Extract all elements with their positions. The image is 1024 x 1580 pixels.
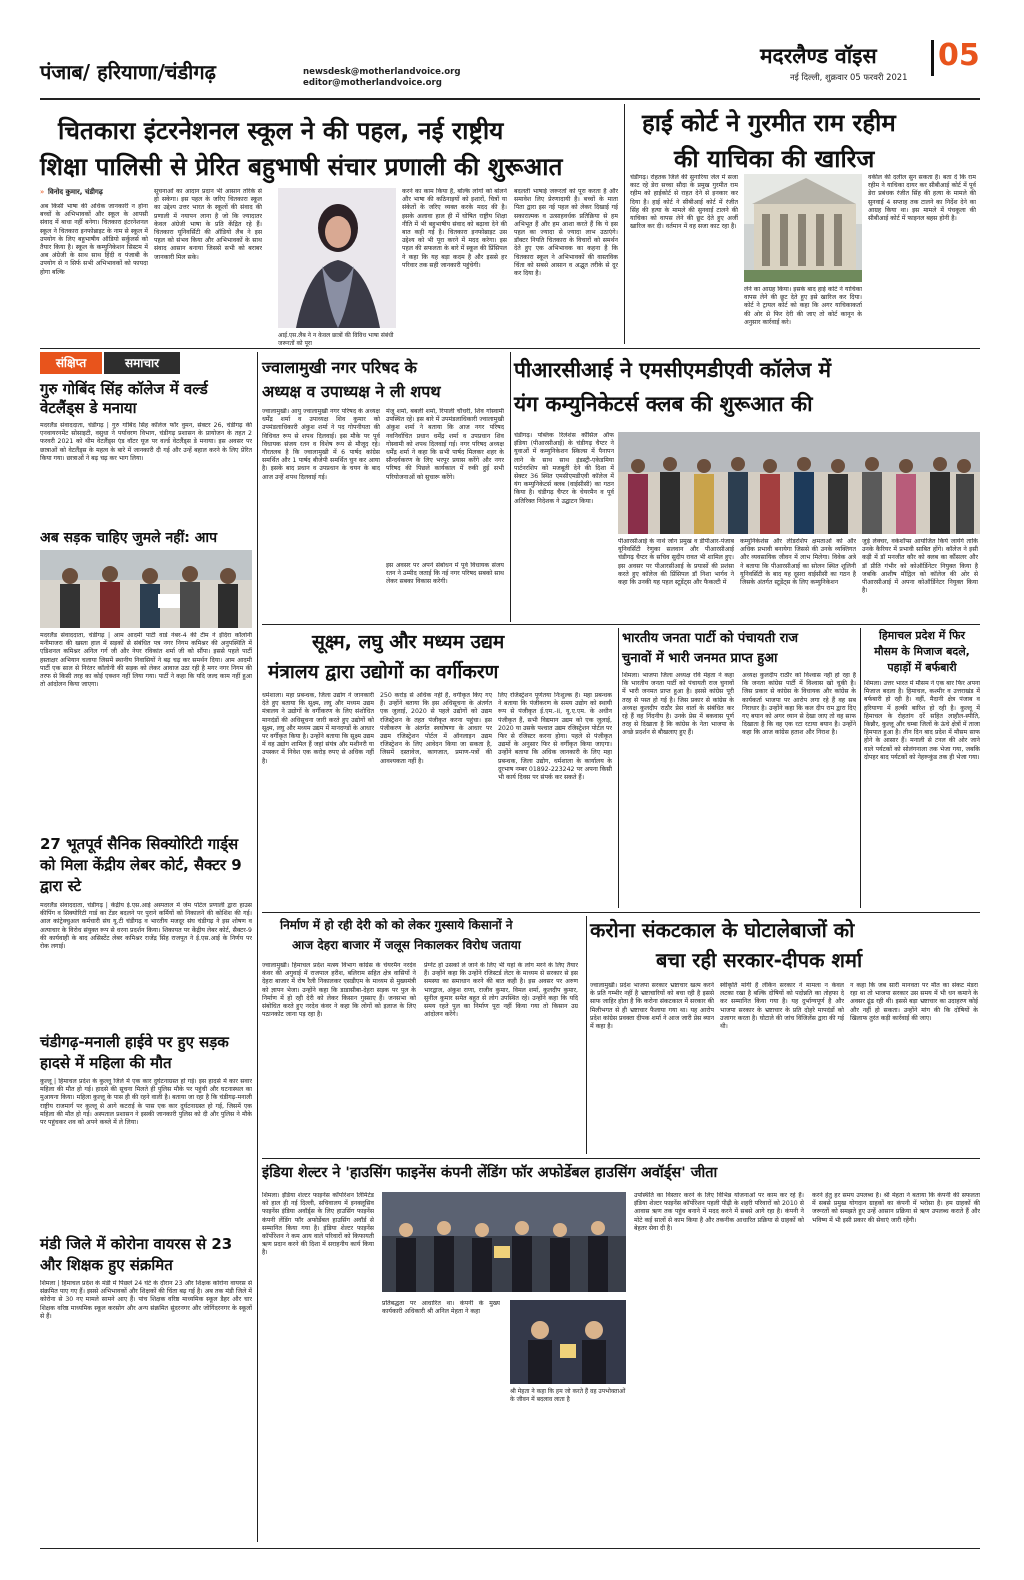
jw-headline-line1: ज्वालामुखी नगर परिषद के — [262, 358, 417, 377]
editor-email[interactable]: editor@motherlandvoice.org — [303, 78, 442, 88]
pr-photo — [618, 432, 980, 534]
india-col1: शिमला। इंडिया शेल्टर फाइनेंस कॉर्पोरेशन लिमिटेड को हाल ही नई दिल्ली, सचिवालय में इनक्लूसिव फाइनेंस इंडिया अवॉर्ड्स के लिए हाउसिंग फाइनेंस कंपनी लेंडिंग फॉर अफोर्डेबल हाउसिंग अवॉर्ड से सम्मानित किया गया है। इंडिया शेल्टर फाइनेंस कॉर्पोरेशन ने कम आय वाले परिवारों को किफायती ऋण प्रदान करने की दिशा में सराहनीय कार्य किया है। — [262, 1192, 374, 1257]
india-col2: उपस्थिति का विस्तार करने के लिए विभिन्न योजनाओं पर काम कर रहे हैं। इंडिया शेल्टर फाइनेंस कॉर्पोरेशन पहली पीढ़ी के शहरी परिवारों को 2010 से आवास ऋण तक पहुंच बनाने में मदद करने में सबसे आगे रहा है। कंपनी ने मोटे कई सालों से काम किया है और तकनीक आधारित प्रक्रिया से ग्राहकों को बेहतर सेवा दी है। — [634, 1192, 804, 1232]
jw-headline-line2: अध्यक्ष व उपाध्यक्ष ने ली शपथ — [262, 382, 441, 401]
pr-headline-line1: पीआरसीआई ने एमसीएमडीएवी कॉलेज में — [514, 358, 832, 382]
header-rule — [40, 98, 980, 100]
briefs-column — [40, 352, 252, 1542]
award-ceremony-icon — [510, 1300, 626, 1384]
corona-col3: न कहा कि जब सारी मानवता पर मौत का संकट मंडरा रहा था तो भाजपा सरकार उस समय में भी धन कमाने के अवसर ढूंढ रही थी। इससे बड़ा भ्रष्टाचार का उदाहरण कोई और नहीं हो सकता। उन्होंने मांग की कि दोषियों के खिलाफ तुरंत कड़ी कार्रवाई की जाए। — [850, 982, 978, 1022]
msme-headline-line1: सूक्ष्म, लघु और मध्यम उद्यम — [312, 631, 505, 653]
bjp-col1: शिमला। भाजपा जिला अध्यक्ष रवि मेहता ने कहा कि भारतीय जनता पार्टी को पंचायती राज चुनावों में भारी जनमत प्राप्त हुआ है। इससे कांग्रेस पूरी तरह से पस्त हो गई है। जिस प्रकार से कांग्रेस के अध्यक्ष कुलदीप राठौर प्रेस वार्ता के संबंधित कर रहे हैं वह निंदनीय है। उनके प्रेस में बकवास पूर्ण तरह से दिखाता है कि कांग्रेस के नेता भाजपा के अच्छे प्रदर्शन से बौखलाए हुए हैं। — [622, 672, 734, 737]
india-col3: करने हेतु हर समय उपलब्ध है। श्री मेहता ने बताया कि कंपनी की सफलता में सबसे प्रमुख योगदान ग्राहकों का कंपनी में भरोसा है। हम ग्राहकों की जरूरतों को समझते हुए उन्हें आसान प्रक्रिया से ऋण उपलब्ध कराते हैं और भविष्य में भी इसी प्रकार की सेवाएं जारी रहेंगी। — [812, 1192, 980, 1224]
rule-mid3 — [262, 1158, 980, 1159]
brief5-text: शिमला | हिमाचल प्रदेश के मंडी में पिछले 24 घंटे के दौरान 23 और शिक्षक कोरोना वायरस से संक्रमित पाए गए हैं। इससे अभिभावकों और शिक्षकों की चिंता बढ़ गई है। अब तक मंडी जिले में कोरोना से 30 नए मामले सामने आए हैं। पांच शिक्षक वरिष्ठ माध्यमिक स्कूल डैहर और चार शिक्षक वरिष्ठ माध्यमिक स्कूल करसोग और अन्य संक्रमित सुंदरनगर और जोगिंदरनगर के स्कूलों से हैं। — [40, 1280, 252, 1320]
byline-arrow-icon: » — [40, 188, 45, 196]
lead-byline: विनोद कुमार, चंडीगढ़ — [48, 188, 103, 196]
hc-headline-line1: हाई कोर्ट ने गुरमीत राम रहीम — [642, 109, 896, 137]
pr-col1: चंडीगढ़। पब्लिक रिलेशंस कौंसिल ऑफ इंडिया (पीआरसीआई) के चंडीगढ़ चैप्टर ने युवाओं में कम्युनिकेशन स्किल्स में पैनापन लाने के साथ साथ इंडस्ट्री-एकेडमिया पार्टनरशिप को मजबूती देने की दिशा में सेक्टर 36 स्थित एमसीएमडीएवी कॉलेज में यंग कम्युनिकेटर्स क्लब (वाईसीसी) का गठन किया है। चंडीगढ़ चैप्टर के चेयरमैन व पूर्व अतिरिक्त निदेशक ने उद्घाटन किया। — [514, 432, 614, 505]
lead-headline-line2: शिक्षा पालिसी से प्रेरित बहुभाषी संचार प्रणाली की शुरूआत — [40, 152, 563, 181]
msme-col3: लिए रजिस्ट्रेशन पूर्णतया निःशुल्क है। महा प्रबन्धक ने बताया कि पंजीकरण के समय उद्योग को स्थायी रूप से पंजीकृत ई.एम.-II, यू.ए.एम. के अधीन पंजीकृत हैं, सभी विद्यमान उद्यम को एक जुलाई, 2020 या उसके पश्चात उद्यम रजिस्ट्रेशन पोर्टल पर फिर से रजिस्टर करना होगा। पहले से पंजीकृत उद्यमों के अनुसार फिर से वर्गीकृत किया जाएगा। उन्होंने बताया कि अधिक जानकारी के लिए महा प्रबन्धक, जिला उद्योग, धर्मशाला के कार्यालय के दूरभाष नम्बर 01892-223242 पर अपना किसी भी कार्य दिवस पर संपर्क कर सकते हैं। — [498, 692, 612, 782]
hp-story — [864, 628, 980, 908]
jw-story — [262, 356, 508, 618]
group-meeting-icon — [40, 550, 252, 628]
hp-headline-line1: हिमाचल प्रदेश में फिर — [878, 629, 966, 642]
briefs-label — [40, 352, 180, 374]
pr-col3: कम्युनिकेशंस और लीडरशिप क्षमताओं को और अधिक प्रभावी बनायेगा जिससे की उनके व्यक्तिगत और व्यवसायिक जीवन में लाभ मिलेगा। विवेक अत्रे ने बताया कि पीआरसीआई का सोलन स्थित शूलिनी यूनिवर्सिटी के बाद यह दूसरा वाईसीसी का गठन है जिसके अंतर्गत स्टूडेंट्स के लिए कम्युनिकेशन — [740, 538, 856, 587]
lead-photo — [278, 188, 396, 328]
corona-headline-line2: बचा रही सरकार-दीपक शर्मा — [656, 948, 863, 972]
lead-col4: बदलती भाषाई जरूरतों को पूरा करता है और समावेश लिए प्रेरणादायी है। बच्चों के माता पिता द्वारा इस नई पहल को लेकर दिखाई गई सकारात्मक व उत्साहवर्धक प्रतिक्रिया से हम अभिभूत हैं और हम आशा करते हैं कि ये इस पहल का ज्यादा से ज्यादा लाभ उठाएंगे। डॉक्टर नियति चितकारा के विचारों को समर्थन देते हुए एक अभिभावक का कहना है कि चितकारा स्कूल ने अभिभावकों की वास्तविक चिंता को सबसे आसान व अद्भुत तरीके से दूर कर दिया है। — [514, 188, 618, 278]
brief3-headline: 27 भूतपूर्व सैनिक सिक्योरिटी गार्ड्स को मिला केंद्रीय लेबर कोर्ट, सैक्टर 9 द्वारा स्टे — [40, 835, 242, 895]
brief4-text: कुल्लू | हिमाचल प्रदेश के कुल्लू जिले में एक कार दुर्घटनाग्रस्त हो गई। इस हादसे में कार सवार महिला की मौत हो गई। हादसे की सूचना मिलते ही पुलिस मौके पर पहुंची और घटनास्थल का मुआयना किया। महिला कुल्लू के पास ही की रहने वाली है। बताया जा रहा है कि चंडीगढ़-मनाली राष्ट्रीय राजमार्ग पर कुल्लू से आगे कटराई के पास एक कार दुर्घटनाग्रस्त हो गई, जिसमें एक महिला की मौत हो गई। अस्पताल प्रशासन ने इसकी जानकारी पुलिस को दी और पुलिस ने मौके पर पहुंचकर शव को अपने कब्जे में ले लिया। — [40, 1078, 252, 1127]
bjp-headline-line2: चुनावों में भारी जनमत प्राप्त हुआ — [622, 651, 778, 666]
vertical-divider-msme — [618, 628, 619, 908]
hc-col2: लेने का आग्रह किया। इसके बाद हाई कोर्ट ने याचिका वापस लेने की छूट देते हुए इसे खारिज कर दिया। कोर्ट ने ट्रायल कोर्ट को कहा कि अगर याचिकाकर्ता की ओर से फिर देरी की जाए तो कोर्ट कानून के अनुसार कार्रवाई करे। — [744, 286, 862, 326]
kisan-headline-line2: आज देहरा बाजार में जलूस निकालकर विरोध जताया — [292, 938, 521, 952]
dateline: नई दिल्ली, शुक्रवार 05 फरवरी 2021 — [790, 72, 908, 82]
page-number-divider — [931, 40, 934, 76]
lead-headline-line1: चितकारा इंटरनेशनल स्कूल ने की पहल, नई राष्ट्रीय — [58, 116, 504, 145]
section-name: पंजाब/ हरियाणा/चंडीगढ़ — [40, 60, 216, 84]
msme-headline-line2: मंत्रालय द्वारा उद्योगों का वर्गीकरण — [268, 661, 499, 683]
corona-col1: ज्वालामुखी। प्रदेश भाजपा सरकार भ्रष्टाचार खत्म करने के प्रति गम्भीर नहीं है भ्रष्टाचारियों को बचा रही है इससे साफ जाहिर होता है कि करोना संकटकाल में सरकार की मिलीभगत से ही भ्रष्टाचार फैलाया गया था। यह आरोप प्रदेश कांग्रेस प्रवक्ता दीपक शर्मा ने आज जारी प्रेस ब्यान में कहा है। — [590, 982, 714, 1031]
masthead — [0, 0, 1024, 104]
vertical-divider-mid — [510, 352, 511, 622]
bjp-headline-line1: भारतीय जनता पार्टी को पंचायती राज — [622, 631, 799, 646]
newsdesk-email[interactable]: newsdesk@motherlandvoice.org — [303, 67, 461, 77]
footer-rule — [40, 1548, 980, 1549]
lead-photo-caption: आई.एस.लैब ने न केवल छात्रों की विविध भाषा संबंधी जरूरतों को पूरा — [278, 332, 394, 347]
group-photo-icon — [618, 432, 980, 534]
woman-portrait-icon — [278, 188, 396, 328]
briefs-label-part1: संक्षिप्त — [40, 352, 102, 374]
brand-name: मदरलैण्ड वॉइस — [760, 44, 877, 68]
award-ceremony-icon — [382, 1192, 626, 1292]
india-headline: इंडिया शेल्टर ने 'हाउसिंग फाइनेंस कंपनी लेंडिंग फॉर अफोर्डेबल हाउसिंग अवॉर्ड्स' जीता — [262, 1165, 718, 1181]
pr-headline-line2: यंग कम्युनिकेटर्स क्लब की शुरूआत की — [514, 392, 813, 416]
lead-story — [40, 108, 620, 353]
hp-headline-line2: मौसम के मिजाज बदले, — [874, 645, 970, 658]
rule-mid2 — [262, 912, 980, 913]
court-building-icon — [744, 174, 862, 282]
brief1-text: मदरलैंड संवाददाता, चंडीगढ़ | गुरु गोबिंद सिंह कॉलेज फॉर वुमन, सेक्टर 26, चंडीगढ़ की एनवायरनमेंट सोसाइटी, वसुधा ने पर्यावरण विभाग, चंडीगढ़ प्रशासन के प्रायोजन के तहत 2 फरवरी 2021 को थीम वेटलैंड्स एंड वॉटर यूज पर वर्ल्ड वेटलैंड्स डे मनाया। इस अवसर पर छात्राओं को वेटलैंड्स के महत्व के बारे में जानकारी दी गई और उन्हें बहाल करने के लिए प्रेरित किया गया। छात्राओं ने बढ़ चढ़ कर भाग लिया। — [40, 422, 252, 462]
india-caption2: प्रतिबद्धता पर आधारित था। कंपनी के मुख्य कार्यकारी अधिकारी श्री अनिल मेहता ने कहा — [382, 1300, 500, 1316]
vertical-divider-left — [257, 352, 258, 1542]
page-number: 05 — [938, 38, 980, 73]
hc-headline-line2: की याचिका की खारिज — [674, 145, 875, 173]
msme-col1: धर्मशाला। महा प्रबन्धक, जिला उद्योग ने जानकारी देते हुए बताया कि सूक्ष्म, लघु और मध्यम उद्यम मंत्रालय ने उद्योगों के वर्गीकरण के लिए संशोधित मानदंडों की अधिसूचना जारी करते हुए उद्योगों को सूक्ष्म, लघु और मध्यम उद्यम में मानदण्डों के आधार पर वर्गीकृत किया है। उन्होंने बताया कि सूक्ष्म उद्यम में वह उद्योग शामिल हैं जहां संयंत्र और मशीनरी या उपस्कर में निवेश एक करोड़ रुपए से अधिक नहीं है। — [262, 692, 374, 765]
msme-col2: 250 करोड़ से अधिक नहीं है, वर्गीकृत किए गए हैं। उन्होंने बताया कि इस अधिसूचना के अंतर्गत एक जुलाई, 2020 से पहले उद्योगों को उद्यम रजिस्ट्रेशन के तहत पंजीकृत करना पहुंचा। इस पंजीकरण के अंतर्गत स्वघोषणा के आधार पर उद्यम रजिस्ट्रेशन पोर्टल में ऑनलाइन उद्यम रजिस्ट्रेशन के लिए आवेदन किया जा सकता है, जिसमें दस्तावेज, कागजात, प्रमाण-पत्रों की आवश्यकता नहीं है। — [380, 692, 492, 765]
india-photo — [382, 1192, 626, 1292]
kisan-story — [262, 916, 580, 1154]
jw-col2: मंजू शर्मा, बबली शर्मा, रिपाली चौधरी, शिव गोस्वामी उपस्थित रहे। इस बारे में उपमंडलाधिकारी ज्वालामुखी अंकुश शर्मा ने बताया कि आज नगर परिषद नवनिर्वाचित प्रधान धर्मेंद्र शर्मा व उपप्रधान शिव गोस्वामी को शपथ दिलवाई गई। नगर परिषद अध्यक्ष धर्मेंद्र शर्मा ने कहा कि सभी पार्षद मिलकर शहर के सौन्दर्यकरण के लिए भरपूर प्रयास करेंगे और नगर परिषद की पिछले कार्यकाल में रुकी हुई सभी परियोजनाओं को सुचारू करेंगे। — [386, 408, 504, 481]
hc-col1: चंडीगढ़। रोहतक जिले की सुनारिया जेल में सजा काट रहे डेरा सच्चा सौदा के प्रमुख गुरमीत राम रहीम को हाईकोर्ट से राहत देने से इनकार कर दिया है। हाई कोर्ट ने सीबीआई कोर्ट में रंजीत सिंह की हत्या के मामले की सुनवाई टालने की याचिका को वापस लेने की छूट देते हुए अर्जी खारिज कर दी। वर्तमान में वह सजा काट रहा है। — [630, 174, 738, 231]
brief3-text: मदरलैंड संवाददाता, चंडीगढ़ | केंद्रीय ई.एस.आई अस्पताल में जेम पोर्टल प्रणाली द्वारा हाउस कीपिंग व सिक्योरिटी गार्ड का टेंडर बदलने पर पुराने कर्मियों को निकालने की कोशिश की गई। आल कांट्रेक्चुअल कर्मचारी संघ यू.टी चंडीगढ़ व भारतीय मजदूर संघ चंडीगढ़ ने इस शोषण व अत्याचार के विरोध संयुक्त रूप से धरना प्रदर्शन किया। शिकायत पर केंद्रीय लेबर कोर्ट, सैक्टर-9 की कार्यवाही के बाद असिस्टेंट लेबर कमिश्नर राजेंद्र सिंह राजपूत ने ई.एस.आई के निर्णय पर रोक लगाई। — [40, 902, 252, 951]
kisan-headline-line1: निर्माण में हो रही देरी को को लेकर गुस्साये किसानों ने — [280, 918, 513, 932]
hc-photo — [744, 174, 862, 282]
pr-col4: जुड़े लेक्चर, वर्कशॉप्स आयोजित किये जायेंगे ताकि उनके कैरियर में प्रभावी साबित होंगे। कॉलेज ने इसी कड़ी में डॉ मनजीत कौर को क्लब का कौंसलर और डॉ प्रीति गंभीर को कोऑर्डिनेटर नियुक्त किया है जबकि आशीष मौद्गिल को कॉलेज की ओर से पीआरसीआई में अपना कोऑर्डिनेटर नियुक्त किया है। — [862, 538, 978, 595]
corona-headline-line1: करोना संकटकाल के घोटालेबाजों को — [590, 918, 855, 942]
bjp-story — [622, 628, 858, 908]
pr-story — [514, 356, 980, 618]
hp-headline-line3: पहाड़ों में बर्फबारी — [887, 661, 957, 674]
hc-col3: वकील की दलील सुन सकता है। बता दें कि राम रहीम ने याचिका दायर कर सीबीआई कोर्ट में पूर्व डेरा प्रबंधक रंजीत सिंह की हत्या के मामले की सुनवाई 4 सप्ताह तक टालने का निर्देश देने का आग्रह किया था। इस मामले में पंचकूला की सीबीआई कोर्ट में फाइनल बहस होनी है। — [868, 174, 976, 223]
pr-col2: पीआरसीआई के नार्थ जोन प्रमुख व डीपीआर-पंजाब यूनिवर्सिटी रेणुका सलवान और पीआरसीआई चंडीगढ़ चैप्टर के सचिव सुदीप रावत भी शामिल हुए। इस अवसर पर पीआरसीआई के प्रयासों की प्रशंसा करते हुए कॉलेज की प्रिंसिपल डॉ निशा भार्गव ने कहा कि उनकी यह पहल स्टूडेंट्स और फैकल्टी में — [618, 538, 734, 587]
vertical-divider-hp — [860, 628, 861, 908]
brief2-headline: अब सड़क चाहिए जुमले नहीं: आप — [40, 530, 218, 546]
rule-below-lead — [40, 348, 980, 349]
briefs-label-part2: समाचार — [104, 352, 180, 374]
bjp-col2: अध्यक्ष कुलदीप राठौर को विश्वास नहीं हो रहा है कि जनता कांग्रेस पार्टी में विश्वास खो चुकी है। जिस प्रकार से कांग्रेस के विधायक और कांग्रेस के कार्यकर्ता भाजपा पर आरोप लगा रहे हैं वह सब निराधार है। उन्होंने कहा कि कल दीप राम द्वारा दिए गए बयान को अगर ध्यान से देखा जाए तो वह साफ दिखाता है कि वह एक रटा रटाया बयान है। उन्होंने कहा कि आज कांग्रेस हताश और निराश है। — [742, 672, 856, 737]
lead-col1: अब किसी भाषा की अधिक जानकारी न होना बच्चों के अभिभावकों और स्कूल के आपसी संवाद में बाधा नहीं बनेगा। चितकारा इंटरनेशनल स्कूल ने चितकारा इनफोब्राइट के नाम से स्कूल में उपयोग के लिए बहुभाषीय ऑडियो सर्कुलर्स को तैयार किया है। स्कूल के कम्युनिकेशन सिस्टम में अब अंग्रेजी के साथ साथ हिंदी व पंजाबी के उपयोग से न सिर्फ सभी अभिभावकों को फायदा होगा बल्कि — [40, 203, 148, 276]
india-photo2 — [510, 1300, 626, 1384]
brief2-photo — [40, 550, 252, 628]
kisan-col2: प्रेग्नेंट हो उसको ले जाने के लिए भी यहां के लोग मरने के लिए तैयार हैं। उन्होंने कहा कि उन्होंने रजिस्टर्ड लेटर के माध्यम से सरकार से इस समस्या का समाधान करने की बात कही है। इस अवसर पर अरुण भारद्वाज, अंकुश राणा, राजीव कुमार, विमल शर्मा, कुलदीप कुमार, सुनील कुमार समेत बहुत से लोग उपस्थित रहे। उन्होंने कहा कि यदि समय रहते पुल का निर्माण पूरा नहीं किया गया तो किसान उग्र आंदोलन करेंगे। — [424, 962, 578, 1019]
brief5-headline: मंडी जिले में कोरोना वायरस से 23 और शिक्षक हुए संक्रमित — [40, 1235, 233, 1274]
rule-mid1 — [262, 624, 980, 625]
lead-col2: सूचनाओं का आदान प्रदान भी आसान तरिके से हो सकेगा। इस पहल के जरिए चितकारा स्कूल का उद्देश्य उत्तर भारत के स्कूलों की संवाद की प्रणाली में नयापन लाना है जो कि ज्यादातर केवल अंग्रेजी भाषा के प्रति केंद्रित रहे हैं। चितकारा यूनिवर्सिटी की ऑडियो लैब ने इस पहल को संभव किया और अभिभावकों के साथ संवाद आसान बनाया जिससे सभी को बराबर जानकारी मिल सके। — [154, 188, 262, 261]
india-story — [262, 1162, 980, 1542]
brief1-headline: गुरु गोबिंद सिंह कॉलेज में वर्ल्ड वेटलैंड्स डे मनाया — [40, 380, 208, 417]
corona-story — [590, 916, 980, 1154]
lead-col3: करने का काम किया है, बल्कि लोगों को बोलने और भाषा की कठिनाइयों को इशारों, चित्रों या संकेतों के जरिए व्यक्त करके मदद की है। इसके अलावा हाल ही में घोषित राष्ट्रीय शिक्षा नीति में भी बहुभाषीय संवाद को बढ़ावा देने की बात कही गई है। चितकारा इनफोब्राइट उस उद्देश्य को भी पूरा करने में मदद करेगा। इस पहल की सफलता के बारे में स्कूल की प्रिंसिपल ने कहा कि यह बड़ा कदम है और इससे हर परिवार तक सही जानकारी पहुंचेगी। — [402, 188, 507, 269]
india-caption1: श्री मेहता ने कहा कि हम जो करते हैं वह उपभोक्ताओं के जीवन में बदलाव लाता है — [510, 1388, 626, 1403]
brief4-headline: चंडीगढ़-मनाली हाईवे पर हुए सड़क हादसे में महिला की मौत — [40, 1033, 229, 1072]
corona-col2: स्वीकृति मांगी है लेकिन सरकार ने मामला न केवल लटका रखा है बल्कि दोषियों को पदोन्नति का तोहफा दे कर सम्मानित किया गया है। यह दुर्भाग्यपूर्ण है और भाजपा सरकार के भ्रष्टाचार के प्रति दोहरे मापदंडों को उजागर करता है। घोटाले की जांच विजिलेंस द्वारा की गई थी। — [720, 982, 844, 1031]
hc-story — [630, 104, 980, 344]
vertical-divider-corona — [586, 916, 587, 1154]
hp-col1: शिमला। उत्तर भारत में मौसम ने एक बार फिर अपना मिजाज बदला है। हिमाचल, कश्मीर व उत्तराखंड में बर्फबारी हो रही है। वहीं, मैदानी क्षेत्र पंजाब व हरियाणा में हल्की बारिश हो रही है। कुल्लू में हिमाचल के रोहतांग दर्रे सहित लाहौल-स्पीति, किन्नौर, कुल्लू और चम्बा जिलों के ऊंचे क्षेत्रों में ताजा हिमपात हुआ है। तीन दिन बाद प्रदेश में मौसम साफ होने के आसार हैं। मनाली से टनल की ओर जाने वाले पर्यटकों को सोलंगनाला तक भेजा गया, जबकि दोपहर बाद पर्यटकों को नेहरूकुंड तक ही भेजा गया। — [864, 680, 980, 761]
vertical-divider-top — [624, 104, 625, 344]
jw-col1: ज्वालामुखी। आयु ज्वालामुखी नगर परिषद के अध्यक्ष धर्मेंद्र शर्मा व उपाध्यक्ष शिव कुमार को उपमंडलाधिकारी अंकुश शर्मा ने पद गोपनीयता की विधिवत रूप से शपथ दिलवाई। इस मौके पर पूर्व विधायक संजय रतन व विशेष रूप से मौजूद रहे। गौरतलब है कि ज्वालामुखी में 6 पार्षद कांग्रेस समर्थित और 1 पार्षद बीजेपी समर्थित चुन कर आया है। इसके बाद प्रधान व उपप्रधान के चयन के बाद आज उन्हें शपथ दिलवाई गई। — [262, 408, 380, 481]
jw-col3: इस अवसर पर अपने संबोधन में पूर्व विधायक संजय रतन ने उम्मीद जताई कि नई नगर परिषद सबको साथ लेकर सबका विकास करेगी। — [386, 562, 504, 586]
kisan-col1: ज्वालामुखी। हिमाचल प्रदेश मत्स्य विभाग कांग्रेस के चेयरमैन नरदेव कंवर की अगुवाई में राजपाल हरीश, बलिराम सहित क्षेत्र वासियों ने देहरा बाजार में रोष रैली निकालकर एसडीएम के माध्यम से मुख्यमंत्री को ज्ञापन भेजा। उन्होंने कहा कि डाडासीबा-देहरा सड़क पर पुल के निर्माण में हो रही देरी को लेकर किसान गुस्साए हैं। जनसभा को संबोधित करते हुए नरदेव कंवर ने कहा कि लोगों को इलाज के लिए पठानकोट जाना पड़ रहा है। — [262, 962, 416, 1019]
msme-story — [262, 628, 614, 908]
brief2-text: मदरलैंड संवाददाता, चंडीगढ़ | आम आदमी पार्टी वार्ड नंबर-4 की टीम ने इंदिरा कॉलोनी मनीमाजरा की खस्ता हाल में सड़कों से संबंधित पत्र नगर निगम कमिश्नर की अनुपस्थिति में एडिशनल कमिश्नर अनिल गर्ग जी और नेयर रविकांत शर्मा जी को सौंपा। इससे पहले पार्टी हस्ताक्षर अभियान चलाया जिसमें स्थानीय निवासियों ने बढ़ चढ़ कर समर्थन दिया। आम आदमी पार्टी एक साल से निरंतर कॉलोनी की सड़क को लेकर आवाज उठा रही है मगर नगर निगम की तरफ से किसी तरह का कोई एक्शन नहीं लिया गया। पार्टी ने कहा कि यदि जल्द काम नहीं हुआ तो आंदोलन किया जाएगा। — [40, 632, 252, 689]
